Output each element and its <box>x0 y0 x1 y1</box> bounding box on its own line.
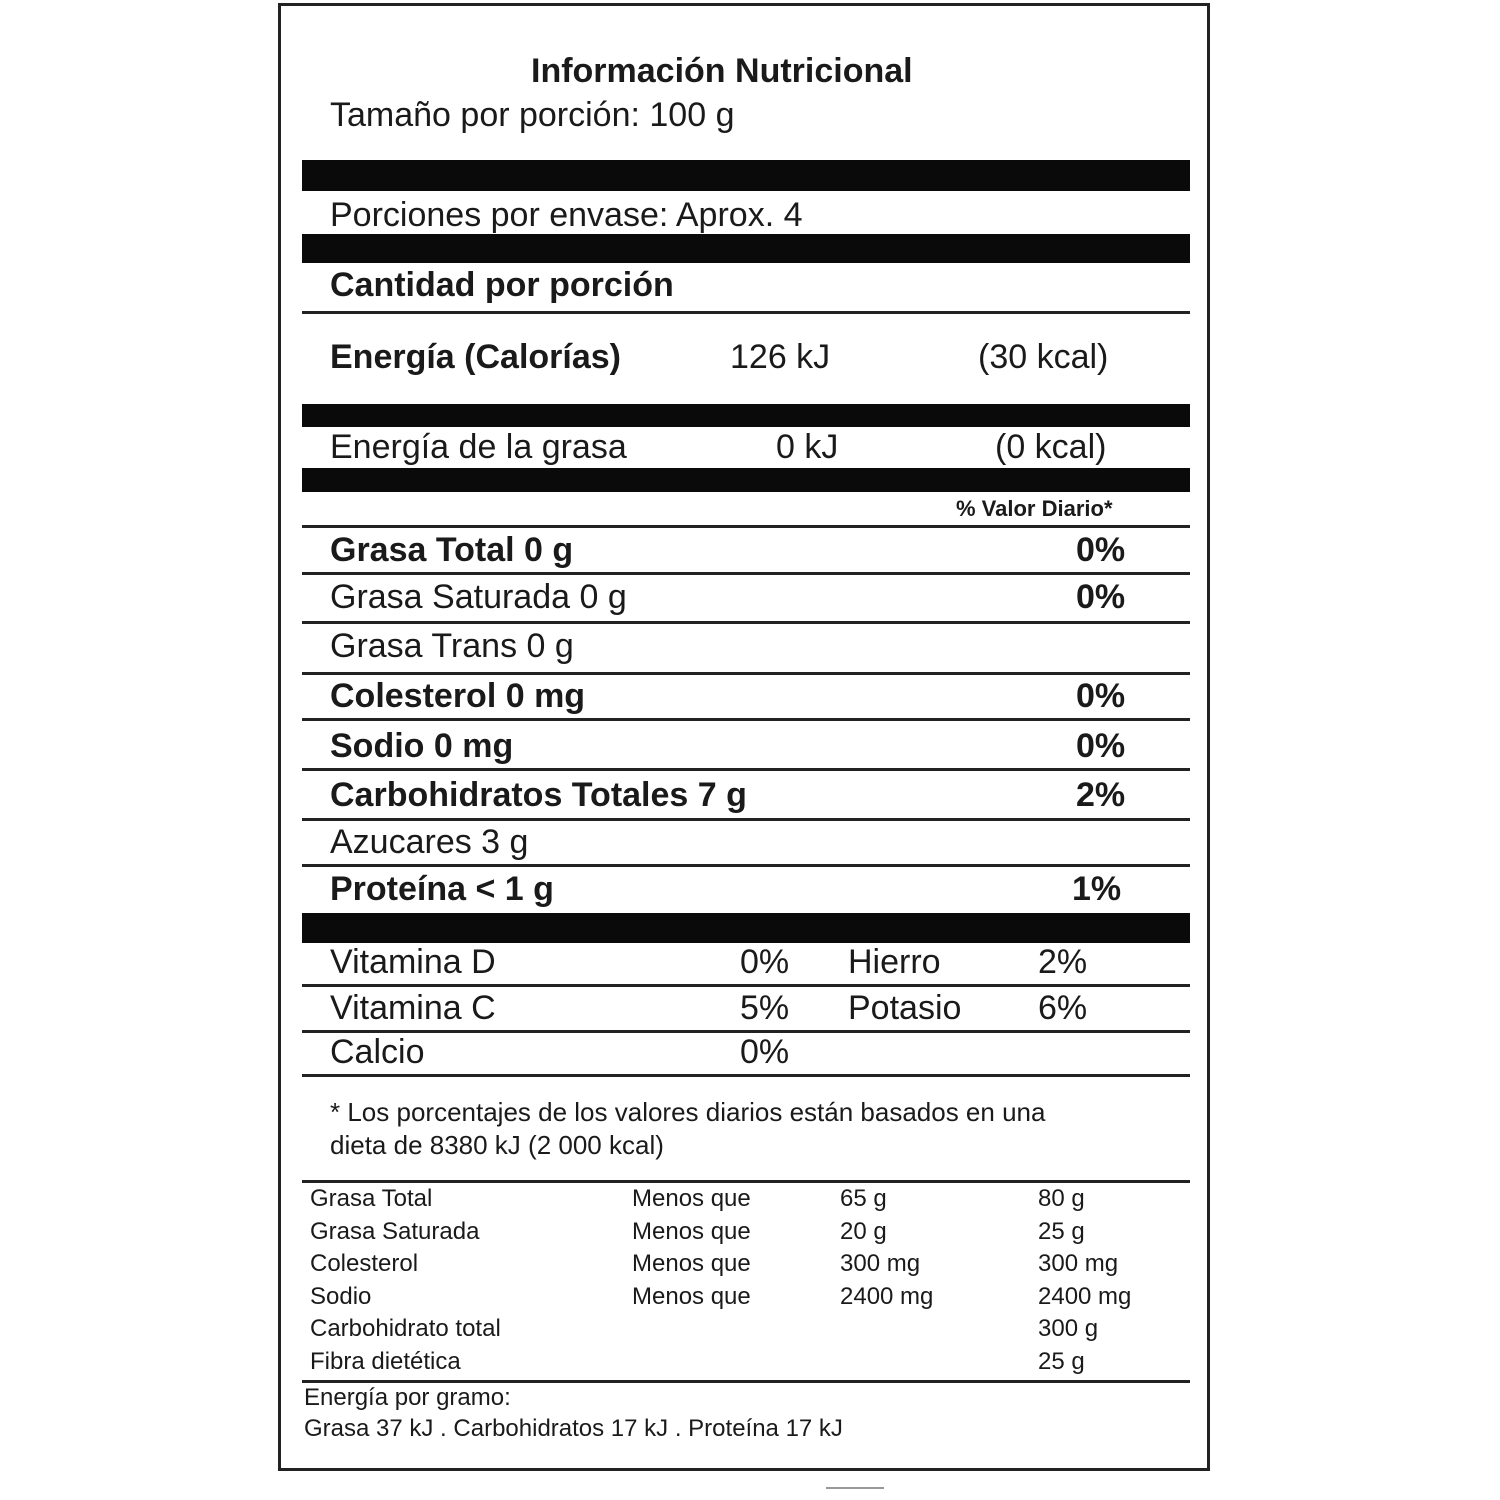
nutrient-label: Azucares 3 g <box>330 823 529 861</box>
reference-qualifier: Menos que <box>632 1250 751 1277</box>
reference-value-2000: 300 mg <box>840 1250 921 1277</box>
energy-per-gram-label: Energía por gramo: <box>304 1384 511 1411</box>
reference-value-2000: 20 g <box>840 1218 887 1245</box>
reference-value-2000: 2400 mg <box>840 1283 934 1310</box>
footnote-line: * Los porcentajes de los valores diarios están basados en una <box>330 1097 1046 1127</box>
reference-value-2500: 25 g <box>1038 1348 1085 1375</box>
divider <box>302 525 1190 528</box>
thick-divider <box>302 404 1190 427</box>
reference-nutrient: Grasa Saturada <box>310 1218 480 1245</box>
thick-divider <box>302 913 1190 943</box>
vitamin-name: Vitamina C <box>330 989 496 1027</box>
nutrient-label: Colesterol 0 mg <box>330 677 586 715</box>
daily-value-header: % Valor Diario* <box>956 496 1113 521</box>
reference-qualifier: Menos que <box>632 1185 751 1212</box>
reference-value-2500: 2400 mg <box>1038 1283 1132 1310</box>
divider <box>302 1074 1190 1077</box>
reference-value-2500: 300 g <box>1038 1315 1099 1342</box>
mineral-name: Hierro <box>848 943 941 981</box>
divider <box>302 984 1190 987</box>
reference-nutrient: Carbohidrato total <box>310 1315 501 1342</box>
energy-label: Energía (Calorías) <box>330 338 621 376</box>
nutrient-label: Carbohidratos Totales 7 g <box>330 776 747 814</box>
fat-energy-kj: 0 kJ <box>776 428 839 466</box>
nutrient-label: Grasa Trans 0 g <box>330 627 574 665</box>
reference-nutrient: Colesterol <box>310 1250 419 1277</box>
amount-per-serving: Cantidad por porción <box>330 266 674 304</box>
nutrient-dv: 0% <box>1076 677 1126 715</box>
reference-nutrient: Grasa Total <box>310 1185 433 1212</box>
divider <box>302 1180 1190 1183</box>
label-title: Información Nutricional <box>531 52 913 90</box>
nutrient-label: Grasa Saturada 0 g <box>330 578 627 616</box>
divider <box>302 864 1190 867</box>
reference-value-2500: 300 mg <box>1038 1250 1119 1277</box>
reference-nutrient: Fibra dietética <box>310 1348 461 1375</box>
energy-per-gram-values: Grasa 37 kJ . Carbohidratos 17 kJ . Proteína 17 kJ <box>304 1415 843 1442</box>
vitamin-name: Calcio <box>330 1033 425 1071</box>
divider <box>302 718 1190 721</box>
reference-qualifier: Menos que <box>632 1283 751 1310</box>
fat-energy-kcal: (0 kcal) <box>995 428 1107 466</box>
energy-kj: 126 kJ <box>730 338 831 376</box>
vitamin-value: 0% <box>740 943 790 981</box>
nutrient-dv: 2% <box>1076 776 1126 814</box>
mineral-value: 2% <box>1038 943 1088 981</box>
divider <box>302 818 1190 821</box>
nutrient-label: Grasa Total 0 g <box>330 531 574 569</box>
footnote-line: dieta de 8380 kJ (2 000 kcal) <box>330 1130 664 1160</box>
reference-qualifier: Menos que <box>632 1218 751 1245</box>
mineral-name: Potasio <box>848 989 962 1027</box>
reference-nutrient: Sodio <box>310 1283 372 1310</box>
reference-value-2500: 80 g <box>1038 1185 1085 1212</box>
energy-kcal: (30 kcal) <box>978 338 1109 376</box>
vitamin-name: Vitamina D <box>330 943 496 981</box>
vitamin-value: 0% <box>740 1033 790 1071</box>
thick-divider <box>302 160 1190 191</box>
divider <box>302 572 1190 575</box>
nutrient-dv: 0% <box>1076 727 1126 765</box>
fat-energy-label: Energía de la grasa <box>330 428 627 466</box>
divider <box>302 311 1190 314</box>
thick-divider <box>302 468 1190 492</box>
nutrient-label: Proteína < 1 g <box>330 870 554 908</box>
serving-size: Tamaño por porción: 100 g <box>330 96 735 134</box>
nutrient-dv: 0% <box>1076 578 1126 616</box>
thick-divider <box>302 234 1190 263</box>
divider <box>302 1380 1190 1383</box>
nutrient-dv: 1% <box>1072 870 1122 908</box>
servings-per-container: Porciones por envase: Aprox. 4 <box>330 196 803 234</box>
mineral-value: 6% <box>1038 989 1088 1027</box>
divider <box>302 768 1190 771</box>
divider <box>302 621 1190 624</box>
reference-value-2500: 25 g <box>1038 1218 1085 1245</box>
nutrient-dv: 0% <box>1076 531 1126 569</box>
scan-mark <box>826 1487 884 1489</box>
reference-value-2000: 65 g <box>840 1185 887 1212</box>
vitamin-value: 5% <box>740 989 790 1027</box>
nutrient-label: Sodio 0 mg <box>330 727 514 765</box>
divider <box>302 672 1190 675</box>
